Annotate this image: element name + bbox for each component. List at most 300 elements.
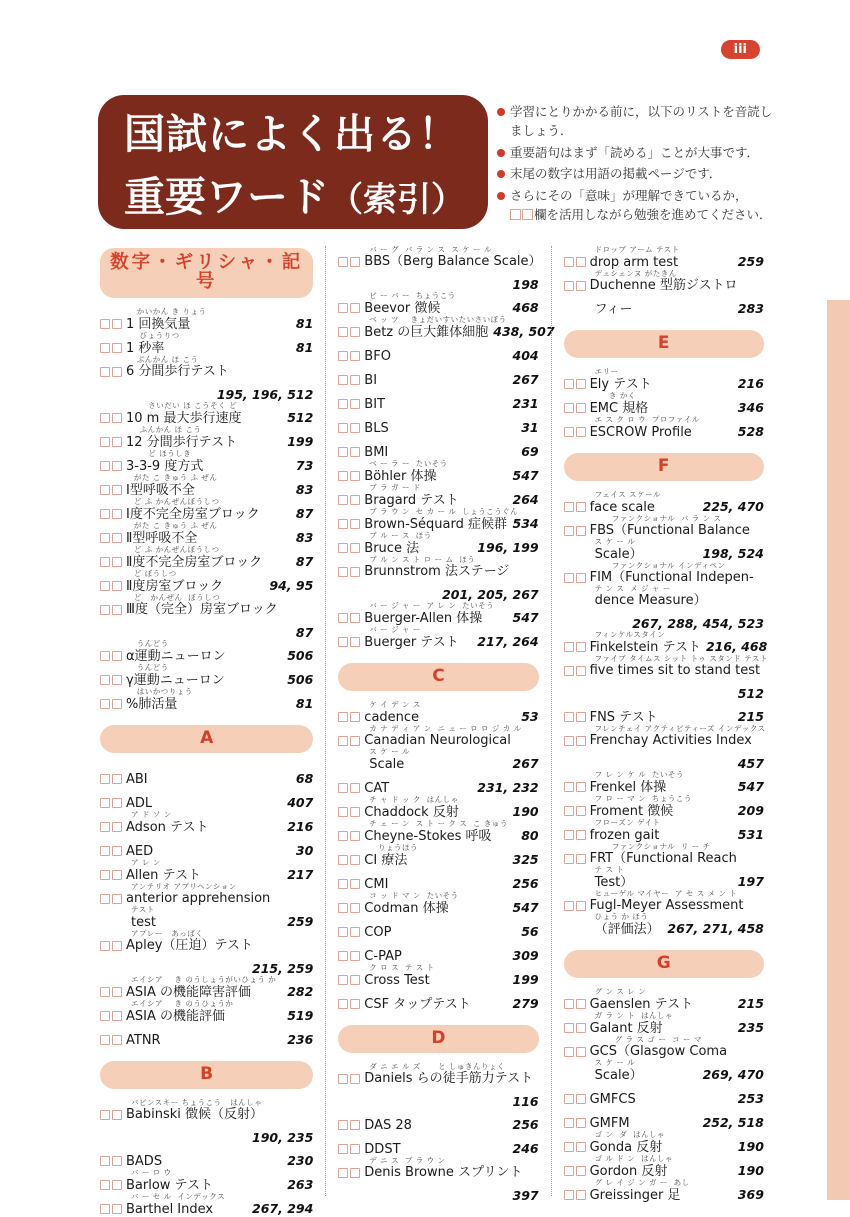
furigana: ドロップ アーム テスト [594,245,680,254]
furigana: グ レ イ ジ ン ガ ー あし [594,1178,690,1187]
check-box[interactable] [100,1011,110,1021]
checkbox-pair [338,447,360,457]
check-box[interactable] [338,975,348,985]
term-text: Daniels らの徒手筋力テスト [364,1071,534,1086]
check-box[interactable] [112,461,122,471]
check-box[interactable] [350,399,360,409]
entry-row [100,891,313,906]
entry-row [100,1177,313,1193]
check-box[interactable] [338,1144,348,1154]
checkbox-pair [564,1118,586,1128]
check-box[interactable] [350,783,360,793]
check-box[interactable] [564,1094,574,1104]
index-entry [338,796,538,820]
term-text: Codman 体操 [364,901,449,916]
index-entry [338,892,538,916]
index-entry [564,246,764,270]
check-box[interactable] [350,999,360,1009]
check-box[interactable] [576,1118,586,1128]
check-box[interactable] [576,281,586,291]
page-numbers: 216 [737,376,764,391]
check-box[interactable] [100,651,110,661]
index-entry [100,1193,313,1217]
term-text: EMC 規格 [589,401,649,416]
check-box[interactable] [112,509,122,519]
check-box[interactable] [338,613,348,623]
check-box[interactable] [350,927,360,937]
check-box[interactable] [100,870,110,880]
check-box[interactable] [100,987,110,997]
checkbox-pair [338,807,360,817]
check-box[interactable] [564,782,574,792]
check-box[interactable] [100,1204,110,1214]
check-box[interactable] [100,485,110,495]
check-box[interactable] [564,1190,574,1200]
check-box[interactable] [564,666,574,676]
index-entry [564,1131,764,1155]
furigana: バ ー ジ ャ ー ア レ ン たいそう [369,601,495,610]
checkbox-pair [100,987,122,997]
check-box[interactable] [338,423,348,433]
entry-row [100,602,313,617]
check-box[interactable] [338,567,348,577]
check-box[interactable] [564,830,574,840]
checkbox-pair [100,1110,122,1120]
furigana: ク ロ ス テ ス ト [369,963,435,972]
term-text: BI [364,373,378,388]
index-entry [564,819,764,843]
check-box[interactable] [576,712,586,722]
check-box[interactable] [576,1190,586,1200]
check-box[interactable] [112,581,122,591]
page-numbers: 230 [287,1153,314,1168]
check-box[interactable] [100,1110,110,1120]
check-box[interactable] [338,399,348,409]
furigana: ブ ラ ウ ン セ カ ー ル しょうこうぐん [369,507,519,516]
check-box[interactable] [338,1168,348,1178]
check-box[interactable] [112,557,122,567]
check-box[interactable] [100,846,110,856]
checkbox-pair [338,637,360,647]
furigana: バ ー グ バ ラ ン ス ス ケ ー ル [369,245,492,254]
check-box[interactable] [350,613,360,623]
check-box[interactable] [112,870,122,880]
check-box[interactable] [338,327,348,337]
index-entry [564,515,764,562]
check-box[interactable] [338,257,348,267]
check-box[interactable] [576,427,586,437]
checkbox-pair [564,1166,586,1176]
section-header-C: C [338,663,538,691]
check-box[interactable] [576,1142,586,1152]
check-box[interactable] [564,573,574,583]
term-text: Cross Test [364,973,430,988]
page-numbers: 346 [737,400,764,415]
check-box[interactable] [338,351,348,361]
check-box[interactable] [576,642,586,652]
check-box[interactable] [576,901,586,911]
check-box[interactable] [564,526,574,536]
entry-row [100,1107,313,1122]
check-box[interactable] [350,975,360,985]
check-box[interactable] [576,502,586,512]
check-box[interactable] [112,894,122,904]
check-box[interactable] [350,736,360,746]
checkbox-pair [100,367,122,377]
check-box[interactable] [576,806,586,816]
check-box[interactable] [338,637,348,647]
term-text: BIT [364,397,385,412]
furigana-spacer [369,868,538,876]
check-box[interactable] [112,1204,122,1214]
term-text: Barlow テスト [126,1178,214,1193]
term-text: five times sit to stand test [589,663,761,678]
check-box[interactable] [100,941,110,951]
check-box[interactable] [576,257,586,267]
check-box[interactable] [576,999,586,1009]
index-entry [100,308,313,332]
page-numbers: 30 [295,843,314,858]
check-box[interactable] [576,1047,586,1057]
check-box[interactable] [100,894,110,904]
check-box[interactable] [350,807,360,817]
page-numbers: 53 [521,709,539,724]
check-box[interactable] [564,502,574,512]
entry-row [100,771,313,787]
check-box[interactable] [100,798,110,808]
page-numbers: 209 [737,803,764,818]
checkbox-pair [100,605,122,615]
check-box[interactable] [576,526,586,536]
check-box[interactable] [338,783,348,793]
term-text: DAS 28 [364,1118,412,1133]
entry-row [100,938,313,953]
index-entry [100,594,313,640]
entry-row [338,634,538,650]
check-box[interactable] [100,605,110,615]
entry-row [338,709,538,725]
check-box[interactable] [112,437,122,447]
checkbox-pair [564,526,586,536]
page-numbers: 94, 95 [269,578,314,593]
check-box[interactable] [112,1110,122,1120]
title-line2 [124,164,488,223]
check-box[interactable] [350,327,360,337]
page-numbers: 81 [295,696,314,711]
furigana: ア レ ン [131,858,161,867]
entry-row [338,996,538,1012]
check-box[interactable] [100,509,110,519]
checkbox-pair [338,831,360,841]
check-box[interactable] [564,1142,574,1152]
checkbox-pair [564,666,586,676]
check-box[interactable] [100,533,110,543]
term-text: DDST [364,1142,401,1157]
check-box[interactable] [112,798,122,808]
check-box[interactable] [112,533,122,543]
check-box[interactable] [350,1074,360,1084]
entry-row [338,852,538,868]
check-box[interactable] [350,423,360,433]
entry-row [100,506,313,522]
entry-row [100,387,313,402]
check-box[interactable] [350,712,360,722]
bullet-dot-icon [497,170,505,178]
bullet-dot-icon [497,149,505,157]
check-box[interactable] [338,447,348,457]
furigana: ブ ル ン ス ト ロ ー ム ほう [369,555,476,564]
check-box[interactable] [338,519,348,529]
check-box[interactable] [564,806,574,816]
checkbox-pair [564,1094,586,1104]
page-numbers: 73 [295,458,314,473]
checkbox-pair [338,903,360,913]
check-box[interactable] [350,1120,360,1130]
entry-row [564,779,764,795]
index-entry [100,859,313,883]
furigana: バ ー ジ ャ ー [369,625,421,634]
check-box[interactable] [564,427,574,437]
page-numbers: 217, 264 [477,634,539,649]
furigana: ぶんかん ほ こう [131,355,199,364]
furigana: フィンケルスタイン [594,630,666,639]
check-box[interactable] [576,379,586,389]
check-box[interactable] [576,666,586,676]
term-text: 6 分間歩行テスト [126,364,229,379]
entry-row [338,1117,538,1133]
check-box[interactable] [576,854,586,864]
furigana-spacer [595,1083,764,1091]
check-box[interactable] [564,1166,574,1176]
check-box[interactable] [112,651,122,661]
check-box[interactable] [338,903,348,913]
check-box[interactable] [564,642,574,652]
term-text: Gordon 反射 [589,1164,668,1179]
index-entry [338,556,538,602]
index-entry [100,763,313,787]
check-box[interactable] [576,782,586,792]
check-box[interactable] [576,1094,586,1104]
check-box[interactable] [112,343,122,353]
entry-row [100,819,313,835]
check-box[interactable] [350,879,360,889]
check-box[interactable] [338,736,348,746]
entry-row [338,733,538,748]
check-box[interactable] [112,413,122,423]
checkbox-pair [564,403,586,413]
bullet-line: 欄を活用しながら勉強を進めてください． [534,206,772,222]
furigana-spacer [131,763,313,771]
check-box[interactable] [100,675,110,685]
check-box[interactable] [100,1156,110,1166]
check-box[interactable] [112,1011,122,1021]
check-box[interactable] [338,951,348,961]
check-box[interactable] [350,637,360,647]
check-box[interactable] [112,987,122,997]
check-box[interactable] [338,1074,348,1084]
entry-row [564,686,764,701]
entry-row [564,616,764,631]
entry-row [564,1044,764,1059]
check-box[interactable] [100,367,110,377]
check-box[interactable] [100,319,110,329]
check-box[interactable] [100,581,110,591]
check-box[interactable] [112,822,122,832]
index-entry [338,1157,538,1203]
check-box[interactable] [350,831,360,841]
term-text: Scale） [594,547,643,562]
index-entry [338,460,538,484]
check-box[interactable] [350,303,360,313]
check-box[interactable] [112,675,122,685]
page-numbers: 547 [512,900,539,915]
checkbox-pair [564,1190,586,1200]
furigana-spacer [369,340,538,348]
page-numbers: 215 [737,996,764,1011]
entry-row [100,530,313,546]
entry-row [564,1115,764,1131]
check-box[interactable] [112,1180,122,1190]
check-box[interactable] [350,351,360,361]
check-box[interactable] [564,1023,574,1033]
check-box[interactable] [338,471,348,481]
check-box[interactable] [564,379,574,389]
check-box[interactable] [564,854,574,864]
check-box[interactable] [576,1023,586,1033]
entry-row [338,324,555,340]
check-box[interactable] [350,951,360,961]
page-numbers: 256 [512,1117,539,1132]
furigana: き かく [594,391,636,400]
check-box[interactable] [338,495,348,505]
check-box[interactable] [338,879,348,889]
entry-row [338,756,538,772]
entry-row [564,921,764,937]
check-box[interactable] [338,712,348,722]
check-box[interactable] [112,699,122,709]
check-box[interactable] [100,1180,110,1190]
check-box[interactable] [350,375,360,385]
check-box[interactable] [576,830,586,840]
check-box[interactable] [338,543,348,553]
check-box[interactable] [350,903,360,913]
furigana: がた こ きゅう ふ ぜん [131,473,218,482]
section-header-D: D [338,1025,538,1053]
check-box[interactable] [564,281,574,291]
furigana: フ ロ ー マ ン ちょうこう [594,794,692,803]
entry-row [338,924,538,940]
check-box[interactable] [100,822,110,832]
checkbox-pair [338,567,360,577]
check-box[interactable] [338,303,348,313]
check-box[interactable] [112,846,122,856]
check-box[interactable] [112,367,122,377]
furigana: フレンチェイ アクティビティーズ インデックス [594,724,766,733]
bullet-item [497,164,775,183]
check-box[interactable] [350,855,360,865]
check-box[interactable] [338,1120,348,1130]
checkbox-pair [100,485,122,495]
check-box[interactable] [564,403,574,413]
check-box[interactable] [564,712,574,722]
check-box[interactable] [338,855,348,865]
check-box[interactable] [350,543,360,553]
check-box[interactable] [564,1047,574,1057]
check-box[interactable] [112,1156,122,1166]
check-box[interactable] [350,1168,360,1178]
index-entry [100,688,313,712]
check-box[interactable] [100,461,110,471]
check-box[interactable] [338,927,348,937]
check-box[interactable] [576,1166,586,1176]
check-box[interactable] [350,519,360,529]
check-box[interactable] [112,319,122,329]
check-box[interactable] [338,999,348,1009]
furigana-spacer [369,1133,538,1141]
check-box[interactable] [564,736,574,746]
check-box[interactable] [112,774,122,784]
page-numbers: 225, 470 [702,499,764,514]
check-box[interactable] [564,257,574,267]
entry-row [338,516,538,532]
check-box[interactable] [350,257,360,267]
check-box[interactable] [100,413,110,423]
term-text: CI 療法 [364,853,408,868]
furigana: はいかつりょう [131,687,193,696]
check-box[interactable] [338,807,348,817]
check-box[interactable] [112,941,122,951]
index-entry [338,508,538,532]
entry-row [100,434,313,450]
term-text: GCS（Glasgow Coma [589,1044,728,1059]
check-box[interactable] [100,557,110,567]
check-box[interactable] [338,375,348,385]
check-box[interactable] [112,1035,122,1045]
check-box[interactable] [576,403,586,413]
term-text: Adson テスト [126,820,209,835]
page-numbers: 198, 524 [702,546,764,561]
check-box[interactable] [350,471,360,481]
term-text: Scale [369,757,405,772]
page-numbers: 190, 235 [252,1130,314,1145]
entry-row [100,867,313,883]
check-box[interactable] [350,1144,360,1154]
check-box[interactable] [350,567,360,577]
index-entry [564,491,764,515]
index-entry [100,787,313,811]
check-box[interactable] [338,831,348,841]
check-box[interactable] [100,699,110,709]
check-box[interactable] [350,447,360,457]
check-box[interactable] [100,1035,110,1045]
furigana-spacer [131,1145,313,1153]
check-box[interactable] [576,573,586,583]
check-box[interactable] [100,437,110,447]
page-numbers: 531 [737,827,764,842]
check-box[interactable] [564,1118,574,1128]
check-box[interactable] [112,485,122,495]
check-box[interactable] [350,495,360,505]
term-text: BFO [364,349,391,364]
entry-row [100,578,313,594]
check-box[interactable] [564,999,574,1009]
check-box[interactable] [100,774,110,784]
check-box[interactable] [100,343,110,353]
furigana: ビ ー バ ー ちょうこう [369,291,456,300]
check-box[interactable] [112,605,122,615]
check-box[interactable] [564,901,574,911]
check-box[interactable] [576,736,586,746]
